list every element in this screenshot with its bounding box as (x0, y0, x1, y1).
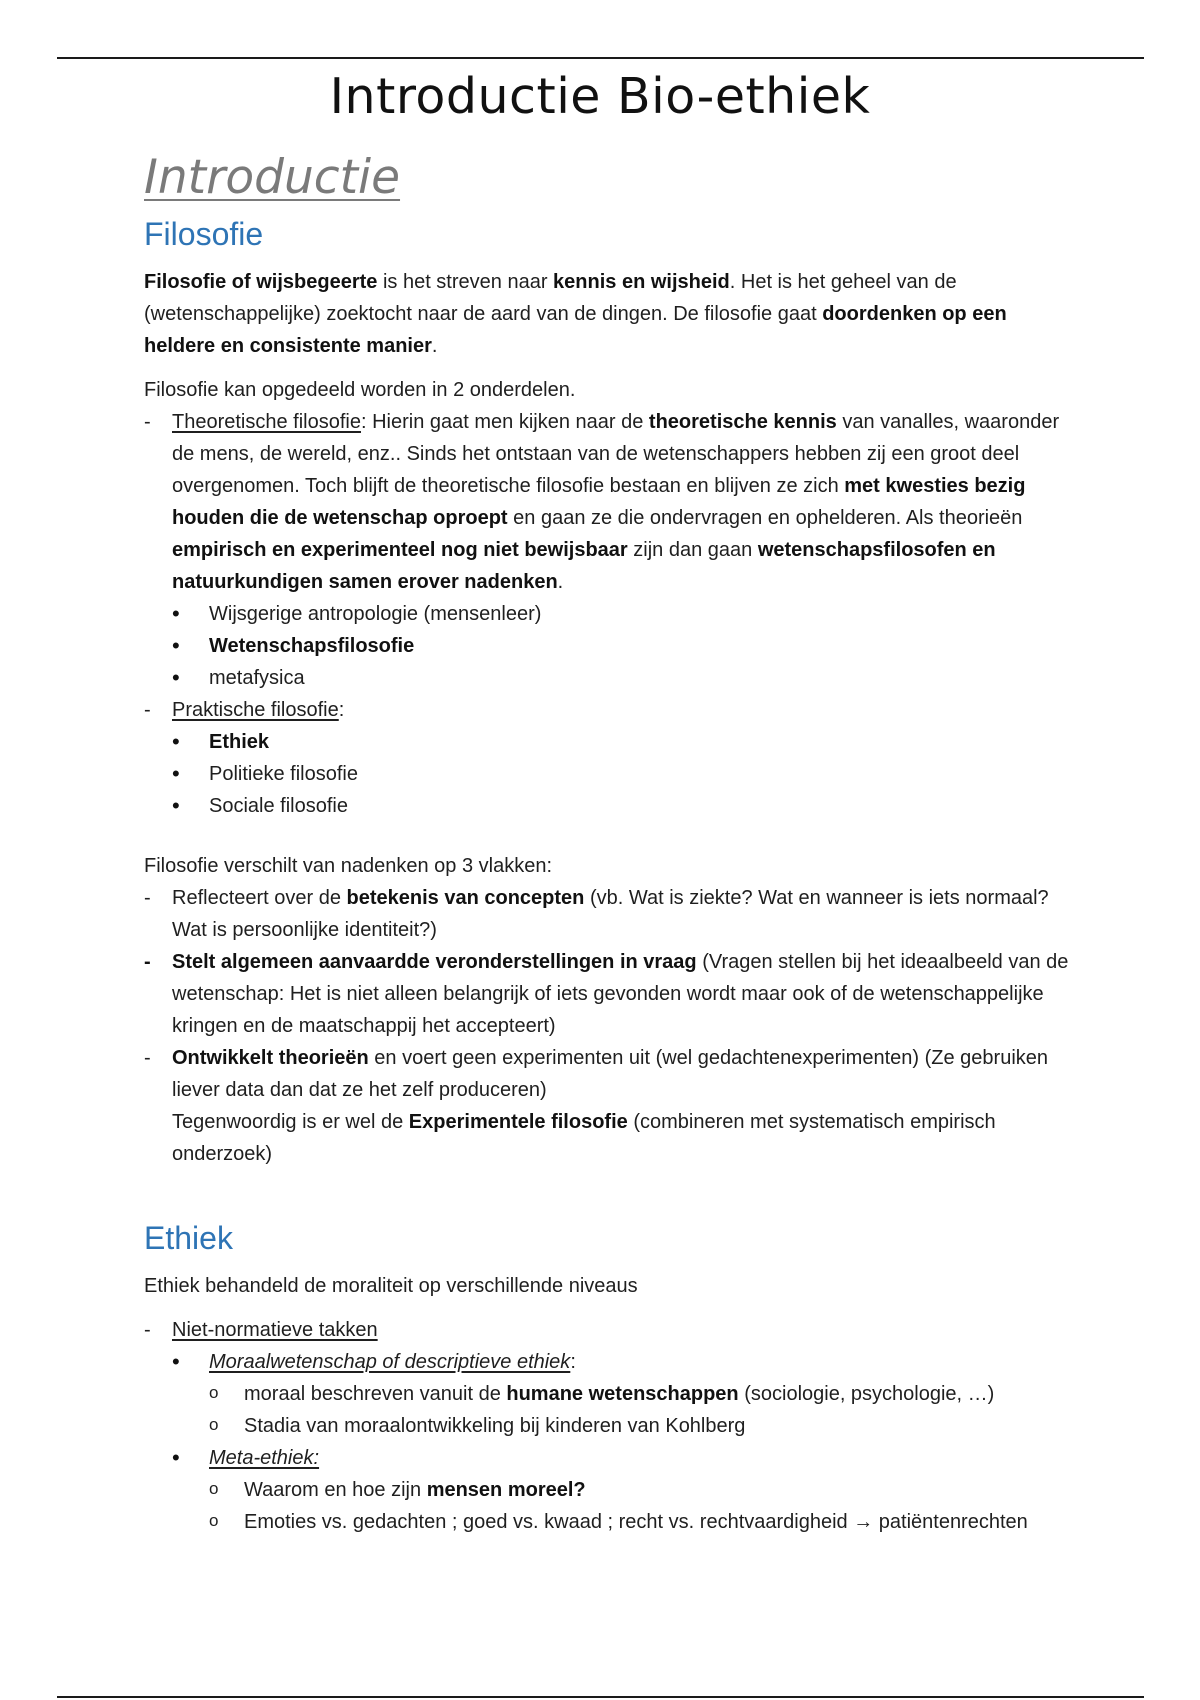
heading-ethiek: Ethiek (144, 1220, 233, 1256)
document-body (144, 140, 1079, 1538)
filosofie-branches-list (144, 406, 1079, 822)
list-item: o Emoties vs. gedachten ; goed vs. kwaad ; recht vs. rechtvaardigheid → patiëntenrechten (209, 1506, 1079, 1538)
filosofie-split-intro: Filosofie kan opgedeeld worden in 2 onderdelen. (144, 379, 576, 401)
verschil-list (144, 882, 1079, 1170)
list-item: • Wetenschapsfilosofie (172, 630, 1079, 662)
list-item: • Wijsgerige antropologie (mensenleer) (172, 598, 1079, 630)
heading-filosofie: Filosofie (144, 216, 264, 252)
filosofie-definition: Filosofie of wijsbegeerte is het streven naar kennis en wijsheid. Het is het geheel van de (wetenschappelijke) zoektocht naar de aard van de dingen. De filosofie gaat doordenken op een heldere en consistente manier. (144, 271, 1007, 357)
list-item-theoretisch: - Theoretische filosofie: Hierin gaat men kijken naar de theoretische kennis van vanalles, waaronder de mens, de wereld, enz.. Sinds het ontstaan van de wetenschappers hebben zij een groot deel overgenomen. Toch blijft de theoretische filosofie bestaan en blijven ze zich met kwesties bezig houden die de wetenschap oproept en gaan ze die ondervragen en ophelderen. Als theorieën empirisch en experimenteel nog niet bewijsbaar zijn dan gaan wetenschapsfilosofen en natuurkundigen samen erover nadenken. • Wijsgerige antropologie (mensenleer) • Wetenschapsfilosofie • metafysica (144, 406, 1079, 694)
filosofie-verschil-intro: Filosofie verschilt van nadenken op 3 vlakken: (144, 855, 553, 877)
list-item: • metafysica (172, 662, 1079, 694)
list-item: - Stelt algemeen aanvaardde veronderstellingen in vraag (Vragen stellen bij het ideaalbeeld van de wetenschap: Het is niet alleen belangrijk of iets gevonden wordt maar ook of de wetenschappelijke kringen en de maatschappij het accepteert) (144, 946, 1079, 1042)
ethiek-list (144, 1314, 1079, 1538)
list-item: - Reflecteert over de betekenis van concepten (vb. Wat is ziekte? Wat en wanneer is iets normaal? Wat is persoonlijke identiteit?) (144, 882, 1079, 946)
document-title: Introductie Bio-ethiek (329, 68, 871, 125)
bottom-rule (57, 1696, 1144, 1698)
list-item-praktisch: - Praktische filosofie: • Ethiek • Politieke filosofie • Sociale filosofie (144, 694, 1079, 822)
list-item: - Ontwikkelt theorieën en voert geen experimenten uit (wel gedachtenexperimenten) (Ze gebruiken liever data dan dat ze het zelf produceren) Tegenwoordig is er wel de Experimentele filosofie (combineren met systematisch empirisch onderzoek) (144, 1042, 1079, 1170)
list-item: • Politieke filosofie (172, 758, 1079, 790)
praktisch-sublist (172, 726, 1079, 822)
meta-sublist (209, 1474, 1079, 1538)
top-rule (57, 57, 1144, 59)
list-item: o Waarom en hoe zijn mensen moreel? (209, 1474, 1079, 1506)
moraal-sublist (209, 1378, 1079, 1442)
list-item: • Ethiek (172, 726, 1079, 758)
list-item-moraalwetenschap: • Moraalwetenschap of descriptieve ethiek: o moraal beschreven vanuit de humane wetenschappen (sociologie, psychologie, …) o Stadia van moraalontwikkeling bij kinderen van Kohlberg (172, 1346, 1079, 1442)
list-item: o moraal beschreven vanuit de humane wetenschappen (sociologie, psychologie, …) (209, 1378, 1079, 1410)
theoretisch-sublist (172, 598, 1079, 694)
list-item-meta-ethiek: • Meta-ethiek: o Waarom en hoe zijn mensen moreel? o Emoties vs. gedachten ; goed vs. kwaad ; recht vs. rechtvaardigheid → patiëntenrechten (172, 1442, 1079, 1538)
list-item: • Sociale filosofie (172, 790, 1079, 822)
ethiek-intro: Ethiek behandeld de moraliteit op verschillende niveaus (144, 1275, 638, 1297)
niet-normatief-sublist (172, 1346, 1079, 1538)
list-item-niet-normatief: - Niet-normatieve takken • Moraalwetenschap of descriptieve ethiek: o moraal beschreven vanuit de humane wetenschappen (sociologie, psychologie, …) o Stadia van moraalontwikkeling bij kinderen van Kohlberg • Meta-ethiek: o Waarom en hoe zijn mensen moreel? o Emoties vs. gedachten ; goed vs. kwaad ; recht vs. rechtvaardigheid → patiëntenrechten (144, 1314, 1079, 1538)
list-item: o Stadia van moraalontwikkeling bij kinderen van Kohlberg (209, 1410, 1079, 1442)
heading-introductie: Introductie (144, 150, 401, 205)
